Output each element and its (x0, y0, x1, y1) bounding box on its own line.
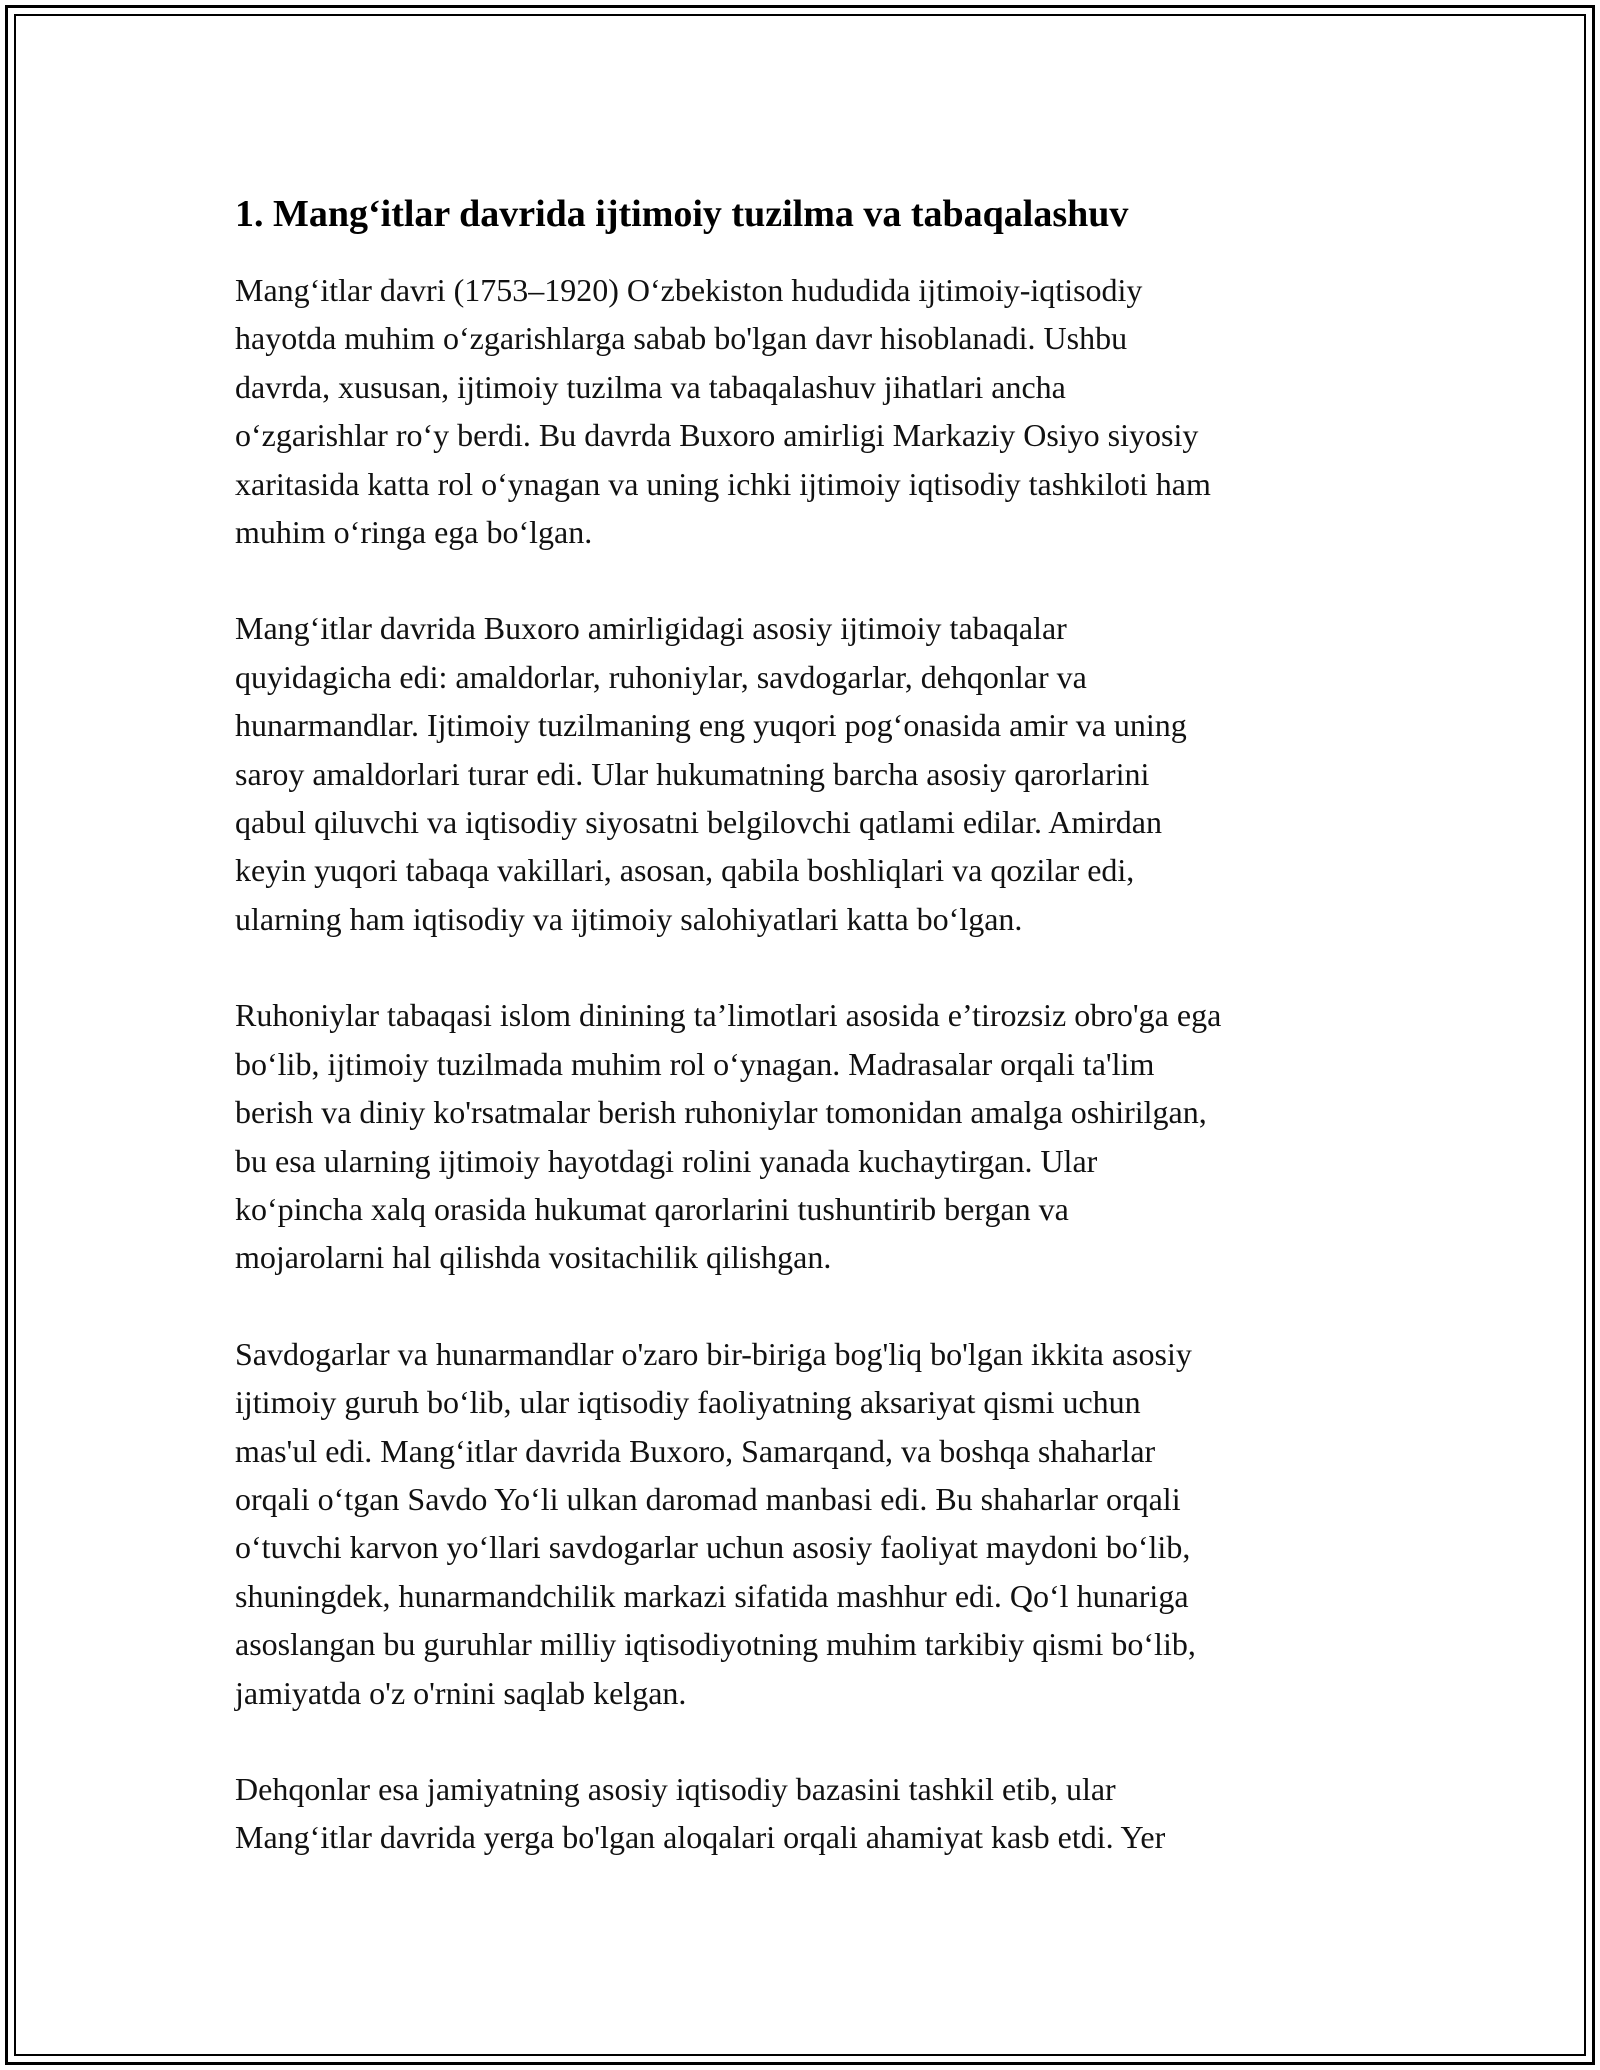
paragraph-line: berish va diniy ko'rsatmalar berish ruhoniylar tomonidan amalga oshirilgan, (235, 1094, 1207, 1131)
paragraph (235, 991, 1375, 1281)
paragraph-line: Savdogarlar va hunarmandlar o'zaro bir-biriga bog'liq bo'lgan ikkita asosiy (235, 1335, 1192, 1372)
paragraph-line: ularning ham iqtisodiy va ijtimoiy salohiyatlari katta bo‘lgan. (235, 900, 1023, 937)
paragraph-line: bo‘lib, ijtimoiy tuzilmada muhim rol o‘ynagan. Madrasalar orqali ta'lim (235, 1045, 1155, 1082)
paragraph-line: mojarolarni hal qilishda vositachilik qilishgan. (235, 1239, 832, 1276)
document-body (235, 190, 1375, 1862)
paragraph-line: Dehqonlar esa jamiyatning asosiy iqtisodiy bazasini tashkil etib, ular (235, 1770, 1116, 1807)
paragraph-line: o‘tuvchi karvon yo‘llari savdogarlar uchun asosiy faoliyat maydoni bo‘lib, (235, 1529, 1191, 1566)
paragraph-line: Ruhoniylar tabaqasi islom dinining ta’limotlari asosida e’tirozsiz obro'ga ega (235, 997, 1222, 1034)
paragraph-line: Mang‘itlar davri (1753–1920) O‘zbekiston hududida ijtimoiy-iqtisodiy (235, 272, 1143, 308)
paragraph-line: jamiyatda o'z o'rnini saqlab kelgan. (235, 1674, 687, 1711)
paragraph-line: shuningdek, hunarmandchilik markazi sifatida mashhur edi. Qo‘l hunariga (235, 1577, 1189, 1614)
paragraph-line: hayotda muhim o‘zgarishlarga sabab bo'lgan davr hisoblanadi. Ushbu (235, 320, 1128, 357)
paragraph-line: saroy amaldorlari turar edi. Ular hukumatning barcha asosiy qarorlarini (235, 755, 1150, 792)
paragraph-line: davrda, xususan, ijtimoiy tuzilma va tabaqalashuv jihatlari ancha (235, 368, 1066, 405)
paragraph-line: xaritasida katta rol o‘ynagan va uning ichki ijtimoiy iqtisodiy tashkiloti ham (235, 465, 1211, 502)
paragraph-line: asoslangan bu guruhlar milliy iqtisodiyotning muhim tarkibiy qismi bo‘lib, (235, 1626, 1196, 1663)
paragraph-list (235, 266, 1375, 1862)
paragraph (235, 1765, 1375, 1862)
paragraph-line: muhim o‘ringa ega bo‘lgan. (235, 514, 593, 551)
paragraph-line: bu esa ularning ijtimoiy hayotdagi rolini yanada kuchaytirgan. Ular (235, 1142, 1098, 1179)
paragraph-line: keyin yuqori tabaqa vakillari, asosan, qabila boshliqlari va qozilar edi, (235, 852, 1135, 889)
section-heading: 1. Mang‘itlar davrida ijtimoiy tuzilma va tabaqalashuv (235, 193, 1129, 235)
paragraph-line: qabul qiluvchi va iqtisodiy siyosatni belgilovchi qatlami edilar. Amirdan (235, 804, 1162, 841)
paragraph-line: Mang‘itlar davrida yerga bo'lgan aloqalari orqali ahamiyat kasb etdi. Yer (235, 1819, 1166, 1856)
paragraph-line: Mang‘itlar davrida Buxoro amirligidagi asosiy ijtimoiy tabaqalar (235, 610, 1067, 647)
paragraph (235, 266, 1375, 556)
paragraph (235, 604, 1375, 943)
paragraph-line: hunarmandlar. Ijtimoiy tuzilmaning eng yuqori pog‘onasida amir va uning (235, 707, 1187, 744)
paragraph-line: quyidagicha edi: amaldorlar, ruhoniylar, savdogarlar, dehqonlar va (235, 658, 1087, 695)
paragraph-line: ko‘pincha xalq orasida hukumat qarorlarini tushuntirib bergan va (235, 1190, 1069, 1227)
paragraph-line: mas'ul edi. Mang‘itlar davrida Buxoro, Samarqand, va boshqa shaharlar (235, 1432, 1156, 1469)
paragraph-line: orqali o‘tgan Savdo Yo‘li ulkan daromad manbasi edi. Bu shaharlar orqali (235, 1480, 1181, 1517)
paragraph (235, 1330, 1375, 1717)
paragraph-line: ijtimoiy guruh bo‘lib, ular iqtisodiy faoliyatning aksariyat qismi uchun (235, 1384, 1141, 1421)
paragraph-line: o‘zgarishlar ro‘y berdi. Bu davrda Buxoro amirligi Markaziy Osiyo siyosiy (235, 417, 1199, 454)
